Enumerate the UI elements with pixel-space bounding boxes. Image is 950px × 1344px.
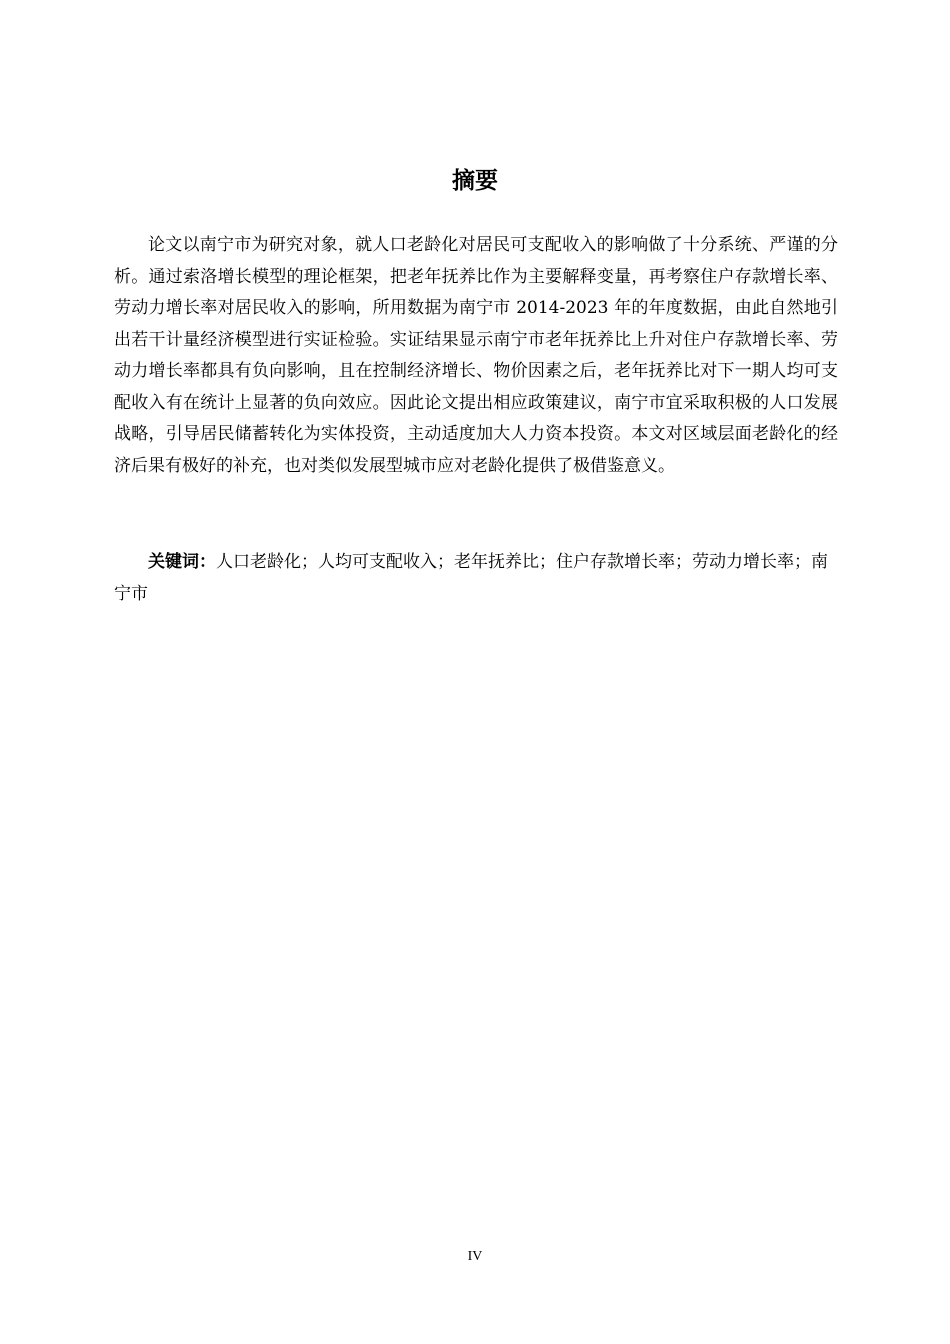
keywords-label: 关键词： — [148, 552, 216, 572]
page-number: IV — [467, 1249, 483, 1264]
keywords-paragraph — [114, 547, 838, 610]
abstract-body: 论文以南宁市为研究对象，就人口老龄化对居民可支配收入的影响做了十分系统、严谨的分析。通过索洛增长模型的理论框架，把老年抚养比作为主要解释变量，再考察住户存款增长率、劳动力增长率对居民收入的影响，所用数据为南宁市 2014-2023 年的年度数据，由此自然地引出若干计量经济模型进行实证检验。实证结果显示南宁市老年抚养比上升对住户存款增长率、劳动力增长率都具有负向影响，且在控制经济增长、物价因素之后，老年抚养比对下一期人均可支配收入有在统计上显著的负向效应。因此论文提出相应政策建议，南宁市宜采取积极的人口发展战略，引导居民储蓄转化为实体投资，主动适度加大人力资本投资。本文对区域层面老龄化的经济后果有极好的补充，也对类似发展型城市应对老龄化提供了极借鉴意义。 — [114, 235, 838, 476]
keywords-list: 人口老龄化；人均可支配收入；老年抚养比；住户存款增长率；劳动力增长率；南宁市 — [114, 552, 828, 604]
abstract-title: 摘要 — [452, 168, 498, 194]
